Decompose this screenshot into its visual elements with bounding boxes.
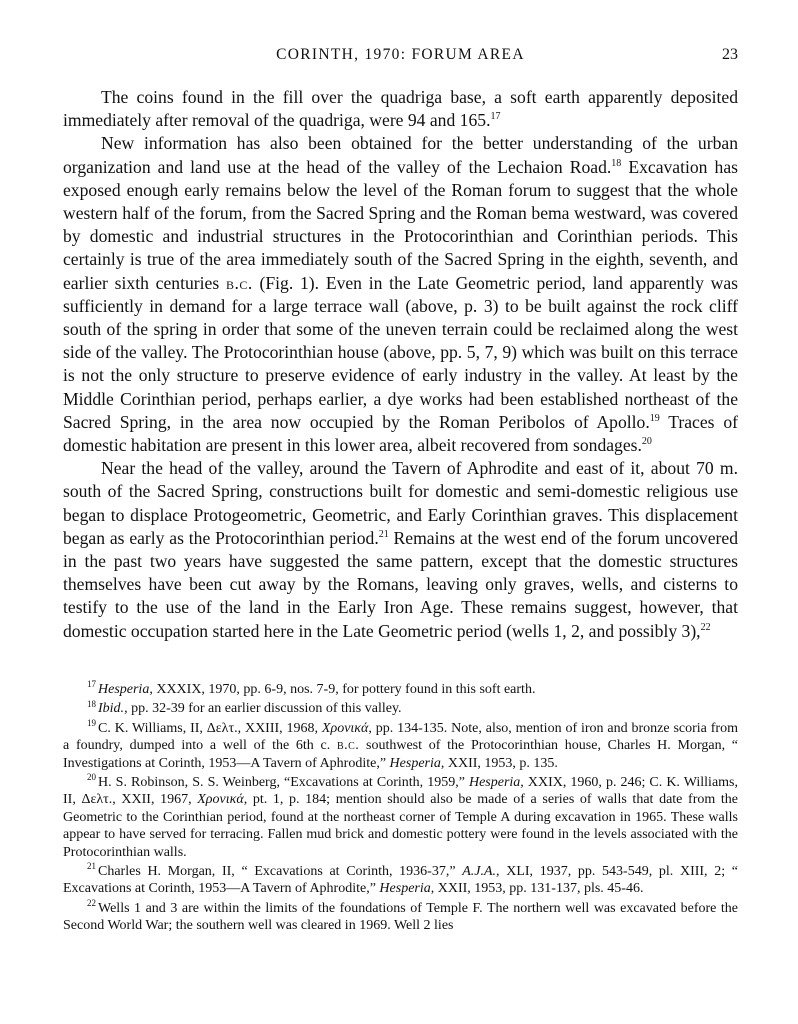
footnote-text: C. K. Williams, II, Δελτ., XXIII, 1968, [98, 720, 322, 736]
paragraph-text: Traces of domestic habitation are present in this lower area, albeit recovered from sondages. [63, 411, 738, 456]
footnotes [63, 681, 738, 937]
page-header [63, 46, 738, 70]
footnote-text: , XXIX, 1960, p. 246; C. K. Williams, II, Δελτ., XXII, 1967, [63, 775, 738, 808]
journal-title: Hesperia [389, 755, 441, 771]
paragraph-text: Excavation has exposed enough early remains below the level of the Roman forum to suggest that the whole western half of the forum, from the Sacred Spring and the Roman bema westward, was covered by domestic and industrial structures in the Protocorinthian and Corinthian periods. This certainly is true of the area immediately south of the Sacred Spring in the eighth, seventh, and earlier sixth centuries [63, 156, 738, 293]
footnote-text: southwest of the Protocorinthian house, Charles H. Morgan, “ Investigations at Corinth, 1953—A Tavern of Aphrodite,” [63, 738, 739, 771]
ibid: Ibid. [98, 701, 125, 717]
footnote-ref: 18 [611, 157, 622, 169]
footnote-text: Charles H. Morgan, II, “ Excavations at Corinth, 1936-37,” [98, 864, 463, 880]
journal-title: Hesperia [468, 775, 521, 791]
footnote-number: 17 [87, 679, 96, 690]
footnote-17 [63, 681, 738, 698]
footnote-text: , XXII, 1953, pp. 131-137, pls. 45-46. [430, 881, 644, 897]
footnote-22 [63, 900, 738, 935]
era-abbrev: b.c. [225, 272, 253, 293]
footnote-number: 20 [87, 772, 96, 783]
paragraph-text: (Fig. 1). Even in the Late Geometric period, land apparently was sufficiently in demand for a large terrace wall (above, p. 3) to be built against the rock cliff south of the spring in order that some of the uneven terrain could be reclaimed along the west side of the valley. The Protocorinthian house (above, pp. 5, 7, 9) which was built on this terrace is not the only structure to preserve evidence of early industry in the valley. At least by the Middle Corinthian period, perhaps earlier, a dye works had been established northeast of the Sacred Spring, in the area now occupied by the Roman Peribolos of Apollo. [63, 272, 738, 432]
footnote-19 [63, 720, 738, 772]
footnote-ref: 19 [649, 412, 660, 424]
paragraph-urban-organization [63, 132, 738, 457]
footnote-text: , XXXIX, 1970, pp. 6-9, nos. 7-9, for pottery found in this soft earth. [149, 682, 536, 697]
journal-title: A.J.A. [462, 864, 497, 880]
era-abbrev: b.c. [336, 738, 360, 754]
paragraph-text: The coins found in the fill over the quadriga base, a soft earth apparently deposited immediately after removal of the quadriga, were 94 and 165. [63, 87, 738, 131]
footnote-20 [63, 774, 738, 861]
footnote-text: , pp. 32-39 for an earlier discussion of this valley. [124, 701, 402, 717]
body-text [63, 86, 738, 643]
chronika: Χρονικά [321, 720, 369, 736]
footnote-text: , XXII, 1953, p. 135. [440, 755, 558, 771]
paragraph-coins [63, 86, 738, 132]
journal-title: Hesperia [98, 682, 150, 697]
footnote-number: 19 [87, 718, 96, 729]
footnote-ref: 22 [700, 621, 711, 633]
footnote-text: H. S. Robinson, S. S. Weinberg, “Excavations at Corinth, 1959,” [98, 775, 469, 791]
journal-title: Hesperia [379, 881, 431, 897]
footnote-text: Wells 1 and 3 are within the limits of the foundations of Temple F. The northern well was excavated before the Second World War; the southern well was cleared in 1969. Well 2 lies [63, 900, 738, 934]
chronika: Χρονικά [197, 792, 244, 808]
footnote-number: 18 [87, 698, 96, 709]
footnote-ref: 21 [378, 529, 389, 540]
paragraph-text: Remains at the west end of the forum uncovered in the past two years have suggested the same pattern, except that the domestic structures themselves have been cut away by the Romans, leaving only graves, wells, and cisterns to testify to the use of the land in the Early Iron Age. These remains suggest, however, that domestic occupation started here in the Late Geometric period (wells 1, 2, and possibly 3), [63, 527, 738, 641]
footnote-ref: 20 [641, 436, 652, 448]
footnote-text: , XLI, 1937, pp. 543-549, pl. XIII, 2; “ Excavations at Corinth, 1953—A Tavern of Aphrodite,” [63, 864, 738, 897]
footnote-18 [63, 700, 738, 717]
footnote-number: 21 [87, 861, 96, 872]
page-number: 23 [722, 46, 738, 63]
footnote-ref: 17 [490, 111, 501, 123]
footnote-text: , pp. 134-135. Note, also, mention of iron and bronze scoria from a foundry, dumped into a well of the 6th c. [63, 720, 738, 754]
paragraph-text: New information has also been obtained for the better understanding of the urban organization and land use at the head of the valley of the Lechaion Road. [63, 133, 738, 177]
paragraph-tavern-of-aphrodite [63, 457, 738, 643]
running-title: CORINTH, 1970: FORUM AREA [276, 46, 525, 63]
paragraph-text: Near the head of the valley, around the Tavern of Aphrodite and east of it, about 70 m. south of the Sacred Spring, constructions built for domestic and semi-domestic religious use began to displace Protogeometric, Geometric, and Early Corinthian graves. This displacement began as early as the Protocorinthian period. [63, 458, 738, 548]
footnote-text: , pt. 1, p. 184; mention should also be made of a series of walls that date from the Geometric to the Corinthian period, found at the northeast corner of Temple A during excavation in 1965. These walls appear to have served for terracing. Fallen mud brick and domestic pottery were found in the levels associated with the Protocorinthian walls. [63, 792, 738, 860]
footnote-number: 22 [87, 898, 96, 909]
footnote-21 [63, 863, 738, 898]
